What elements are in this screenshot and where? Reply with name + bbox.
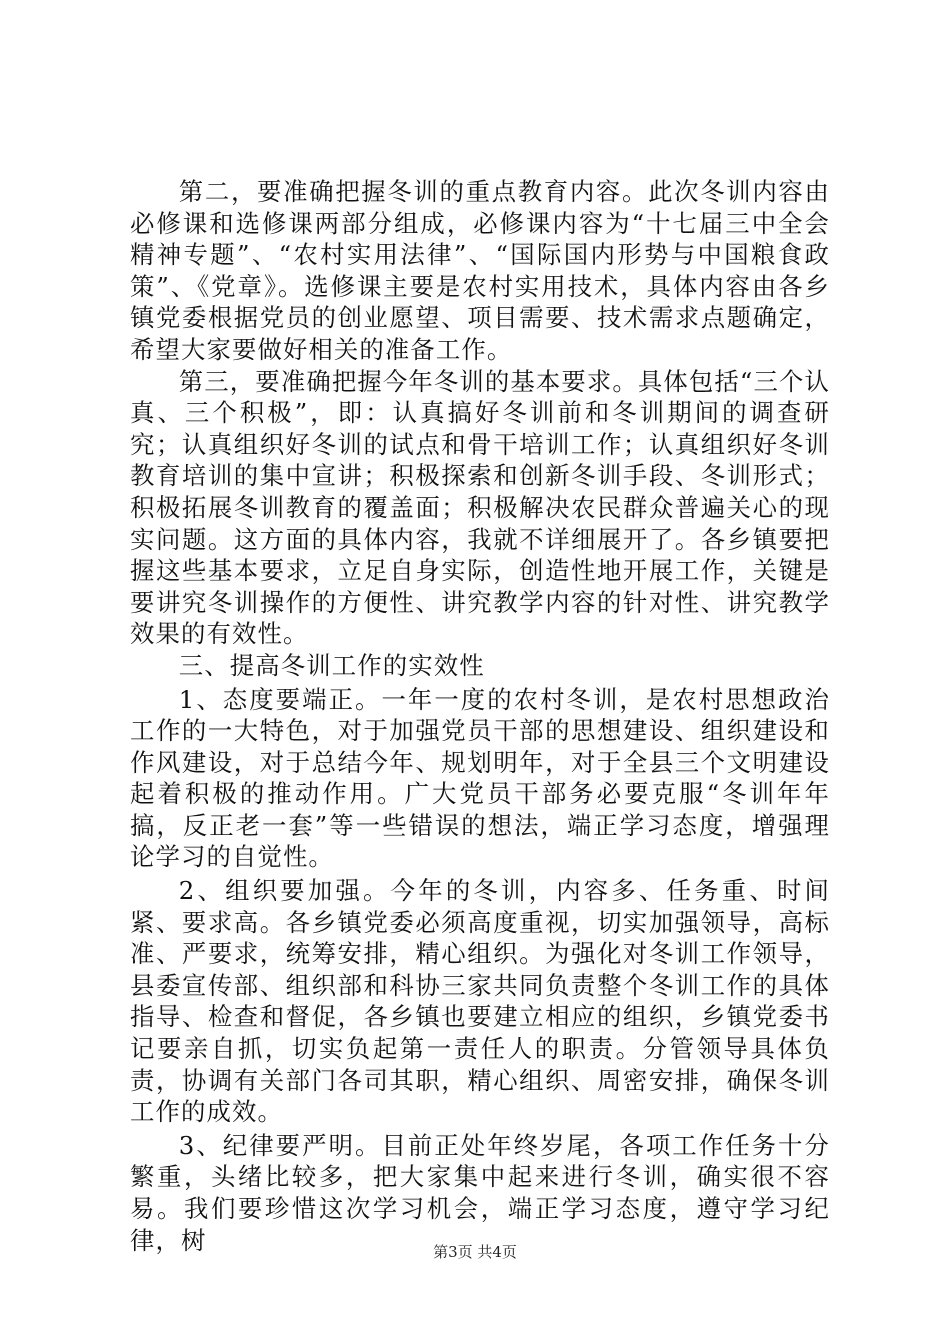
paragraph-discipline: 3、纪律要严明。目前正处年终岁尾，各项工作任务十分繁重，头绪比较多，把大家集中起来进行冬训，确实很不容易。我们要珍惜这次学习机会，端正学习态度，遵守学习纪律，树 [130,1130,830,1255]
page-footer: 第3页 共4页 [433,1243,517,1261]
paragraph-key-content: 第二，要准确把握冬训的重点教育内容。此次冬训内容由必修课和选修课两部分组成，必修课内容为“十七届三中全会精神专题”、“农村实用法律”、“国际国内形势与中国粮食政策”、《党章》。选修课主要是农村实用技术，具体内容由各乡镇党委根据党员的创业愿望、项目需要、技术需求点题确定，希望大家要做好相关的准备工作。 [130,177,830,364]
paragraph-attitude: 1、态度要端正。一年一度的农村冬训，是农村思想政治工作的一大特色，对于加强党员干部的思想建设、组织建设和作风建设，对于总结今年、规划明年，对于全县三个文明建设起着积极的推动作用。广大党员干部务必要克服“冬训年年搞，反正老一套”等一些错误的想法，端正学习态度，增强理论学习的自觉性。 [130,684,830,872]
paragraph-organization: 2、组织要加强。今年的冬训，内容多、任务重、时间紧、要求高。各乡镇党委必须高度重视，切实加强领导，高标准、严要求，统筹安排，精心组织。为强化对冬训工作领导，县委宣传部、组织部和科协三家共同负责整个冬训工作的具体指导、检查和督促，各乡镇也要建立相应的组织，乡镇党委书记要亲自抓，切实负起第一责任人的职责。分管领导具体负责，协调有关部门各司其职，精心组织、周密安排，确保冬训工作的成效。 [130,876,830,1127]
paragraph-basic-requirements: 第三，要准确把握今年冬训的基本要求。具体包括“三个认真、三个积极”，即：认真搞好冬训前和冬训期间的调查研究；认真组织好冬训的试点和骨干培训工作；认真组织好冬训教育培训的集中宣讲；积极探索和创新冬训手段、冬训形式；积极拓展冬训教育的覆盖面；积极解决农民群众普遍关心的现实问题。这方面的具体内容，我就不详细展开了。各乡镇要把握这些基本要求，立足自身实际，创造性地开展工作，关键是要讲究冬训操作的方便性、讲究教学内容的针对性、讲究教学效果的有效性。 [130,366,830,649]
document-body [130,176,830,1256]
section-heading-effectiveness: 三、提高冬训工作的实效性 [178,650,485,680]
